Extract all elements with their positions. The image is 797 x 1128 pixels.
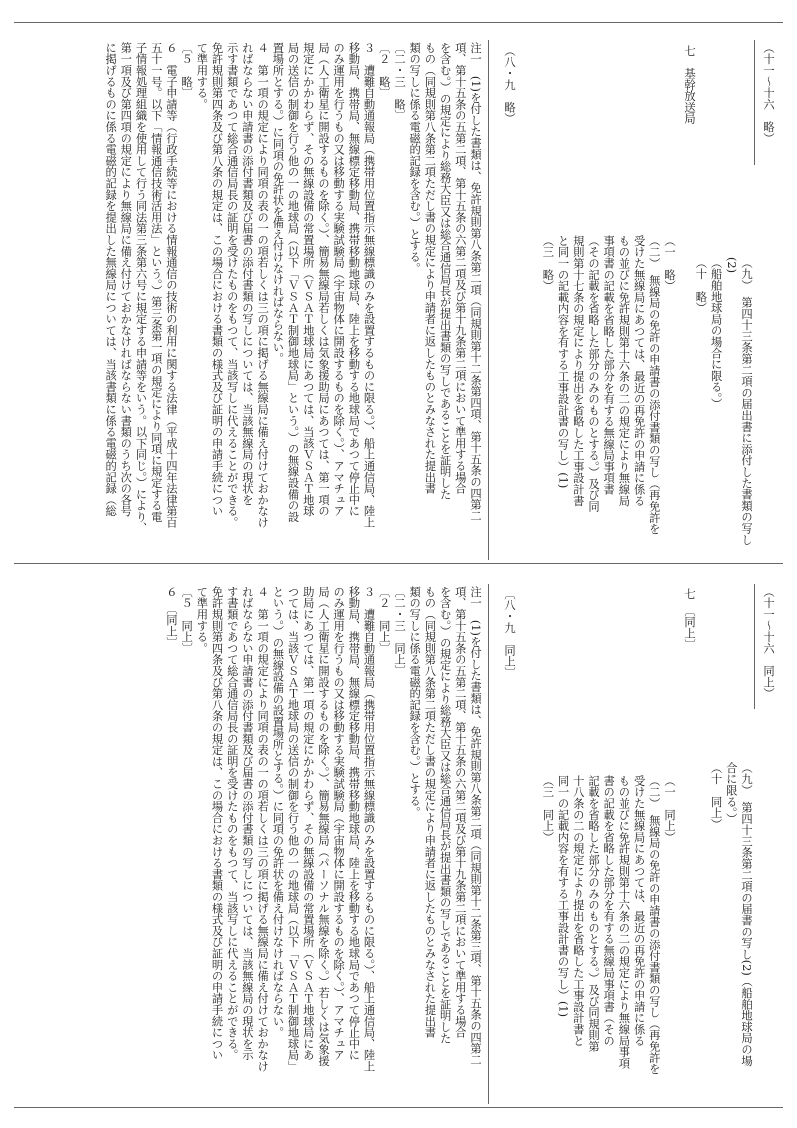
table-border-left [488,40,489,560]
middle-rule [14,563,783,564]
table-border-left [488,584,489,1104]
notes-body: 注一 (1)を付した書類は、免許規則第八条第二項（同規則第十二条第三項、第十五条の四第二 項、第十五条の五第二項、第十五条の六第二項及び第十九条第二項において準用する場合 を含む。）の規定により総務大臣又は総合通信局長が提出書類の写しであることを証明した もの（同規則第八条第二項ただし書の規定により申請者に返したものとみなされた提出書 類の写しに係る電磁的記録を含む。）とする。 〔二・三 同上〕 〔２ 同上〕 ３ 遭難自動通報局（携帯用位置指示無線標識のみを設置するものに限る。）、船上通信局、陸上 移動局、携帯局、無線標定移動局、携帯移動地球局、陸上を移動する地球局であつて停止中に のみ運用を行うもの又は移動する実験試験局（宇宙物体に開設するものを除く。）、アマチュア 局（人工衛星に開設するものを除く。）、簡易無線局（パーソナル無線を除く。）若しくは気象援 助局にあつては、第一項の規定にかかわらず、その無線設備の常置場所（ＶＳＡＴ地球局にあ つては、当該ＶＳＡＴ地球局の送信の制御を行う他の一の地球局（以下「ＶＳＡＴ制御地球局」 という。）の無線設備の設置場所とする。）に同項の免許状を備え付けなければならない。 ４ 第一項の規定により同項の表の一の項若しくは三の項に掲げる無線局に備え付けておかなけ ればならない申請書の添付書類及び届書の添付書類の写しについては、当該無線局の現状を示 す書類であつて総合通信局長の証明を受けたものをもつて、当該写しに代えることができる。 免許規則第四条及び第八条の規定は、この場合における書類の様式及び証明の申請手続につい て準用する。 〔５ 同上〕 ６ 〔同上〕 [164,586,482,1072]
bottom-rule [14,1107,783,1108]
table-row-9-10: （九） 第四十三条第二項の届書の写し(2)（船舶地球局の場 合に限る。） （十 同上） [709,762,753,1067]
table-row-8-9: （八・九 略） [503,45,516,125]
table-row-8-9: 〔八・九 同上〕 [503,588,516,679]
table-row-9-10: （九） 第四十三条第二項の届出書に添付した書類の写し(2) （船舶地球局の場合に限る。） （十 略） [694,257,753,546]
table-row-7-broadcast: 七 基幹放送局 [683,45,696,125]
table-row-7-items: （一 略） （二） 無線局の免許の申請書の添付書類の写し（再免許を 受けた無線局にあつては、最近の再免許の申請に係る もの並びに免許規則第十六条の二の規定により無線局 事項書の記載を省略した部分を有する無線局事項書 （その記載を省略した部分のみのものとする。）及び同 規則第十七条の規定により提出を省略した工事設計書 と同一の記載内容を有する工事設計書の写し）(1) （三 略） [541,235,676,535]
table-row-11-16: （十一～十六 同上） [762,586,775,699]
table-row-7-broadcast: 七 〔同上〕 [683,588,696,651]
table-row-7-items: （一 同上） （二） 無線局の免許の申請書の添付書類の写し（再免許を 受けた無線局にあつては、最近の再免許の申請に係る もの並びに免許規則第十六条の二の規定により無線局事項 書の記載を省略した部分を有する無線局事項書（その 記載を省略した部分のみのものとする。）及び同規則第 十八条の二の規定により提出を省略した工事設計書と 同一の記載内容を有する工事設計書の写し）(1) （三 同上） [541,775,676,1075]
notes-body: 注一 (1)を付した書類は、免許規則第八条第二項（同規則第十二条第四項、第十五条の四第二 項、第十五条の五第二項、第十五条の六第二項及び第十九条第二項において準用する場合 を含む。）の規定により総務大臣又は総合通信局長が提出書類の写しであることを証明した もの（同規則第八条第二項ただし書の規定により申請者に返したものとみなされた提出書 類の写しに係る電磁的記録を含む。）とする。 〔二・三 略〕 〔２ 略〕 ３ 遭難自動通報局（携帯用位置指示無線標識のみを設置するものに限る。）、船上通信局、陸上 移動局、携帯局、無線標定移動局、携帯移動地球局、陸上を移動する地球局であつて停止中に のみ運用を行うもの又は移動する実験試験局（宇宙物体に開設するものを除く。）、アマチュア 局（人工衛星に開設するものを除く。）、簡易無線局若しくは気象援助局にあつては、第一項の 規定にかかわらず、その無線設備の常置場所（ＶＳＡＴ地球局にあつては、当該ＶＳＡＴ地球 局の送信の制御を行う他の一の地球局（以下「ＶＳＡＴ制御地球局」という。）の無線設備の設 置場所とする。）に同項の免許状を備え付けなければならない。 ４ 第一項の規定により同項の表の一の項若しくは三の項に掲げる無線局に備え付けておかなけ ればならない申請書の添付書類及び届書の添付書類の写しについては、当該無線局の現状を 示す書類であつて総合通信局長の証明を受けたものをもつて、当該写しに代えることができる。 免許規則第四条及び第八条の規定は、この場合における書類の様式及び証明の申請手続につい て準用する。 〔５ 略〕 ６ 電子申請等（行政手続等における情報通信の技術の利用に関する法律（平成十四年法律第百 五十一号。以下「情報通信技術活用法」という。）第三条第一項の規定により同項に規定する電 子情報処理組織を使用して行う同法第三条第六号に規定する申請等をいう。以下同じ。）により、 第一項及び第四項の規定により無線局に備え付けておかなければならない書類のうち次の各号 に掲げるものに係る電磁的記録を提出した無線局については、当該書類に係る電磁的記録（総 [104,42,482,534]
top-rule [14,22,783,23]
table-row-11-16: （十一～十六 略） [762,42,775,144]
